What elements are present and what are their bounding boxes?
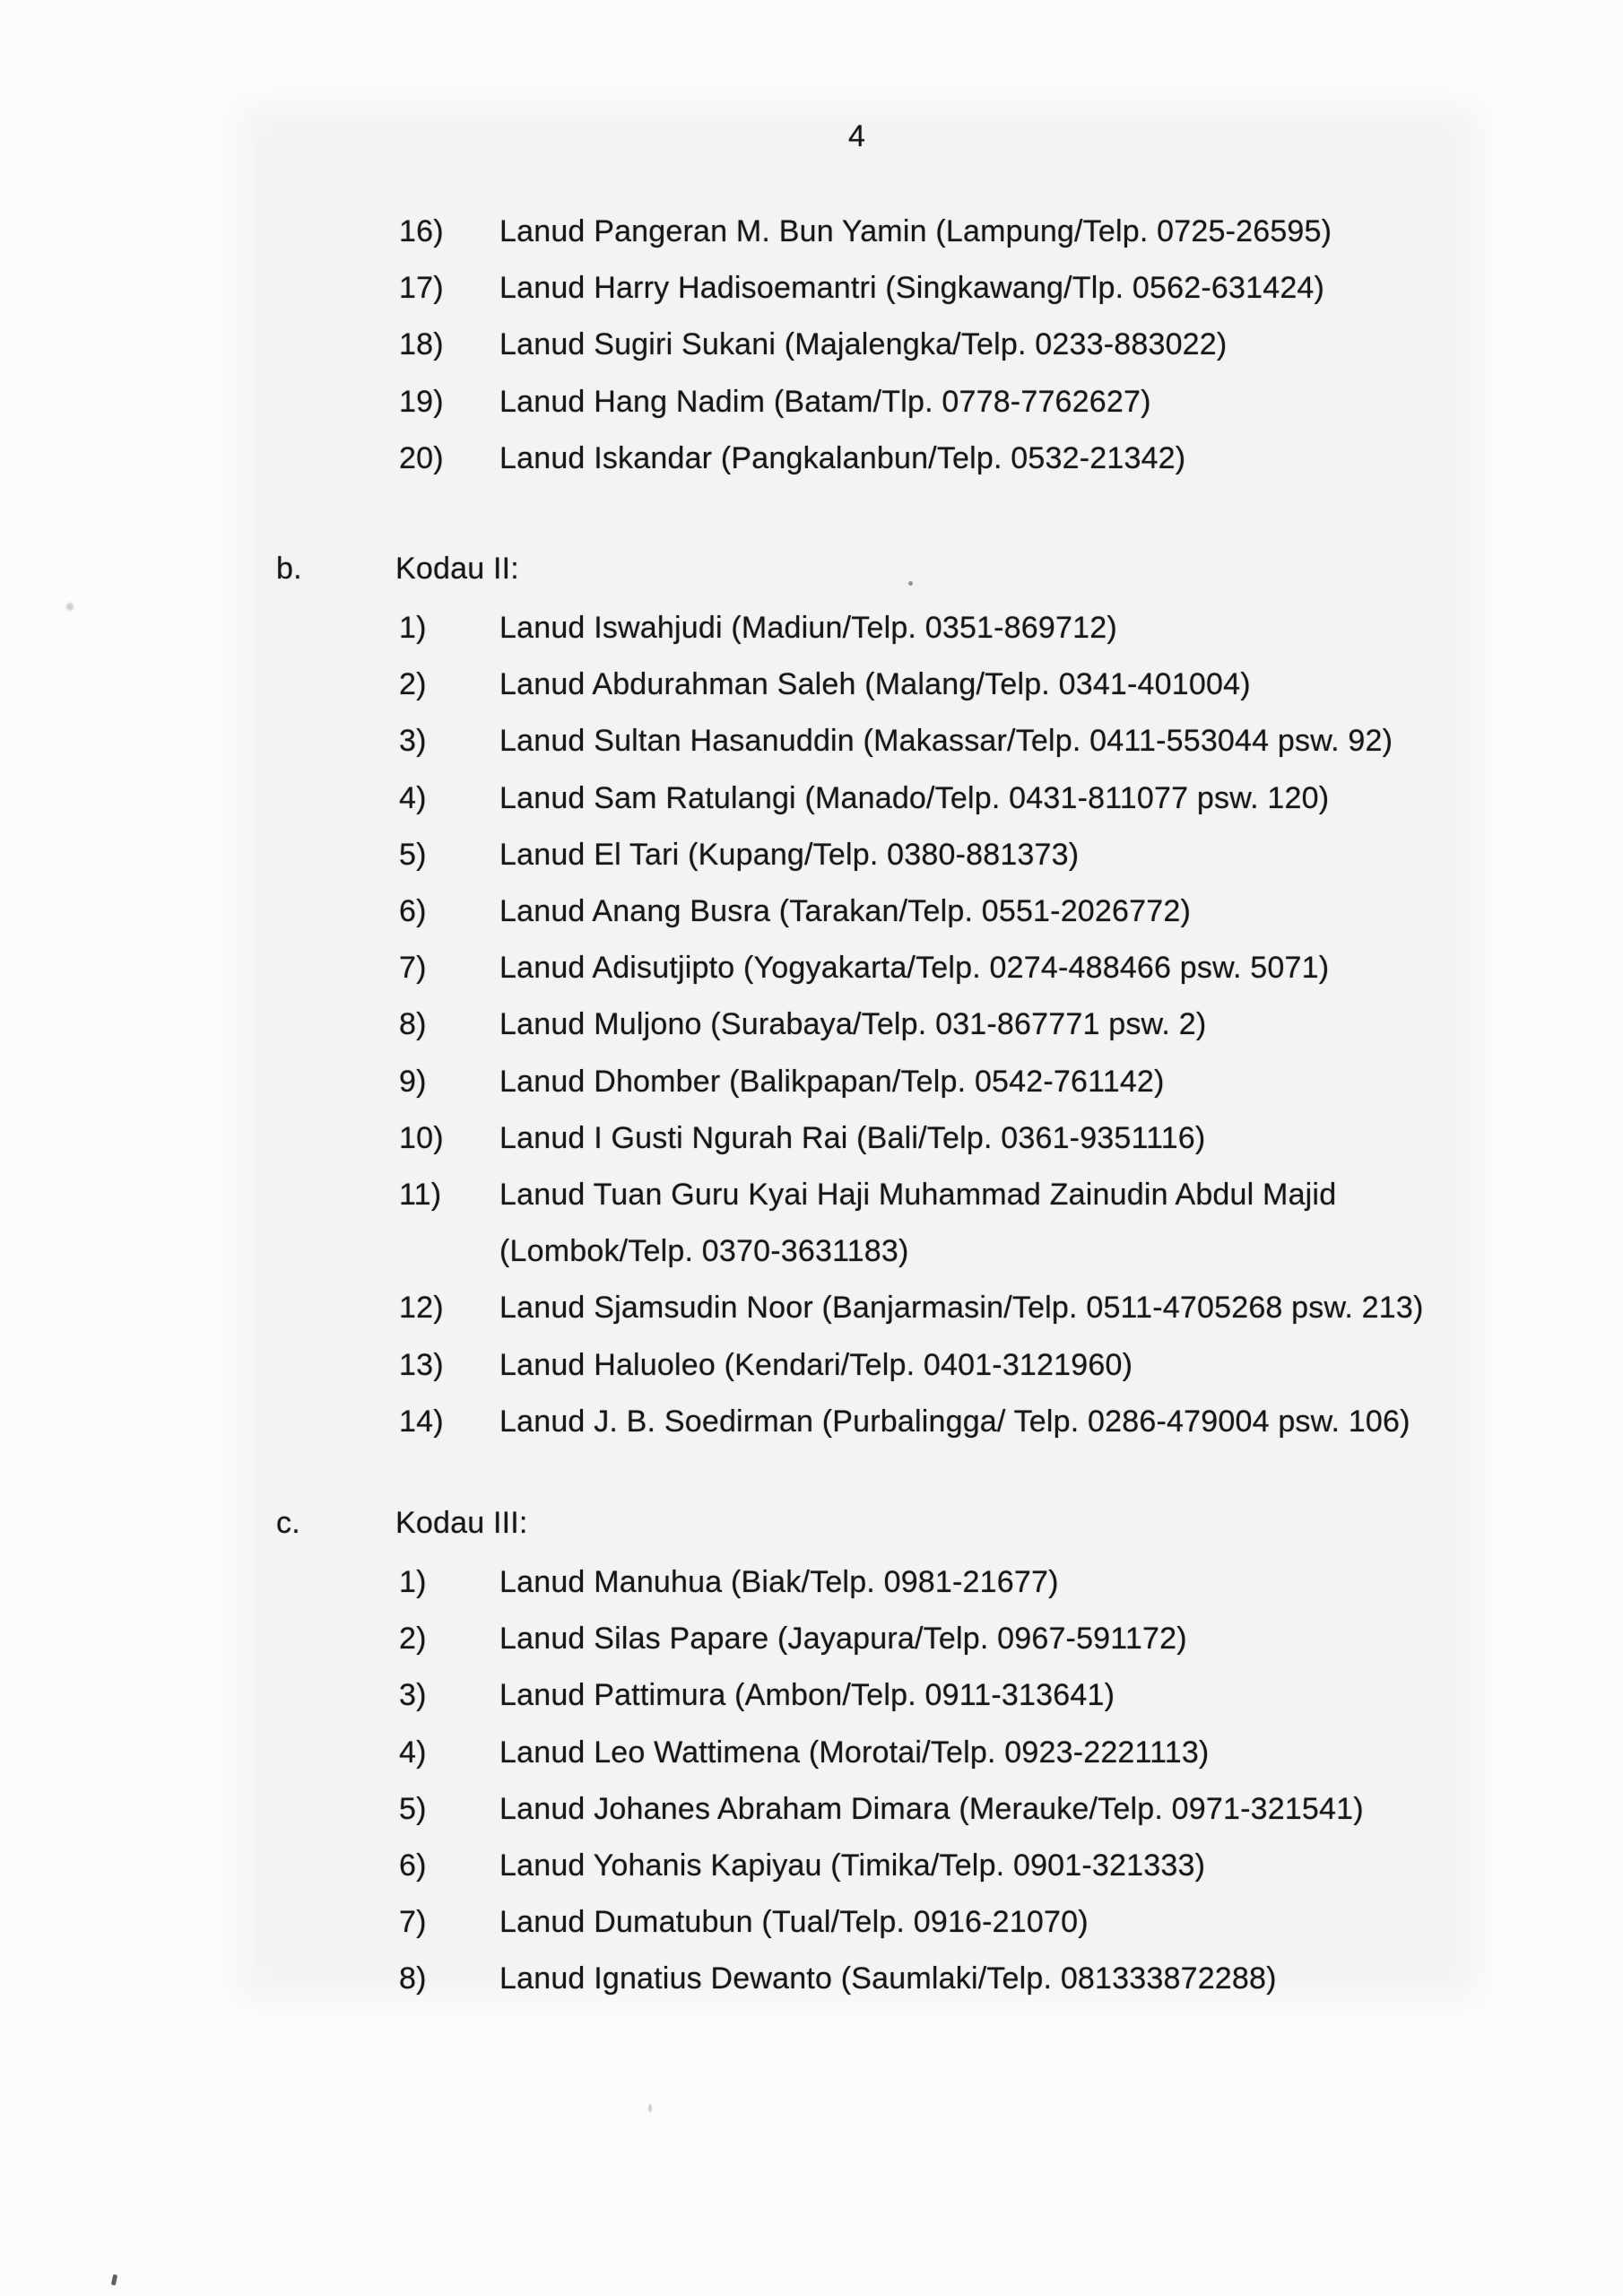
item-text: Lanud Dhomber (Balikpapan/Telp. 0542-761142) <box>499 1064 1165 1099</box>
item-text: Lanud Dumatubun (Tual/Telp. 0916-21070) <box>499 1905 1089 1940</box>
list-item-continuation <box>0 1231 1623 1271</box>
item-number: 19) <box>399 384 444 419</box>
item-number: 20) <box>399 440 444 475</box>
list-item <box>0 1675 1623 1715</box>
item-number: 4) <box>399 780 427 815</box>
item-text: Lanud Pangeran M. Bun Yamin (Lampung/Telp. 0725-26595) <box>499 214 1332 248</box>
list-item <box>0 268 1623 308</box>
item-number: 1) <box>399 1565 427 1599</box>
list-item <box>0 1619 1623 1658</box>
scan-speck <box>648 2104 652 2112</box>
list-item <box>0 382 1623 422</box>
list-item <box>0 665 1623 704</box>
item-number: 10) <box>399 1120 444 1155</box>
item-text: Lanud Leo Wattimena (Morotai/Telp. 0923-2221113) <box>499 1735 1210 1770</box>
section-heading-label: Kodau II: <box>395 552 519 586</box>
list-item <box>0 1004 1623 1044</box>
item-number: 8) <box>399 1961 427 1996</box>
list-item <box>0 1789 1623 1829</box>
item-text: Lanud Sugiri Sukani (Majalengka/Telp. 0233-883022) <box>499 327 1228 362</box>
item-text: Lanud Tuan Guru Kyai Haji Muhammad Zainudin Abdul Majid <box>499 1178 1337 1212</box>
list-item <box>0 1733 1623 1772</box>
item-text: Lanud Adisutjipto (Yogyakarta/Telp. 0274-488466 psw. 5071) <box>499 951 1330 986</box>
section-heading-row <box>0 1503 1623 1543</box>
list-item <box>0 891 1623 931</box>
list-item <box>0 778 1623 818</box>
item-text: Lanud Iswahjudi (Madiun/Telp. 0351-869712) <box>499 611 1117 645</box>
item-text: Lanud Haluoleo (Kendari/Telp. 0401-3121960) <box>499 1347 1133 1382</box>
list-item <box>0 1345 1623 1385</box>
list-item <box>0 1288 1623 1327</box>
item-text: Lanud Muljono (Surabaya/Telp. 031-867771 psw. 2) <box>499 1007 1207 1042</box>
item-number: 16) <box>399 214 444 248</box>
item-text: Lanud Sultan Hasanuddin (Makassar/Telp. 0411-553044 psw. 92) <box>499 724 1393 759</box>
list-item <box>0 1402 1623 1441</box>
item-number: 6) <box>399 1848 427 1883</box>
section-heading-row <box>0 549 1623 588</box>
item-number: 17) <box>399 271 444 306</box>
item-text: Lanud Abdurahman Saleh (Malang/Telp. 0341-401004) <box>499 667 1251 702</box>
list-item <box>0 1959 1623 1998</box>
item-text: Lanud Manuhua (Biak/Telp. 0981-21677) <box>499 1565 1059 1599</box>
section-heading-label: Kodau III: <box>395 1506 528 1540</box>
item-number: 1) <box>399 611 427 645</box>
scan-speck <box>111 2274 117 2286</box>
list-item <box>0 608 1623 648</box>
item-number: 6) <box>399 894 427 928</box>
list-item <box>0 948 1623 987</box>
item-text: Lanud El Tari (Kupang/Telp. 0380-881373) <box>499 837 1080 872</box>
item-number: 2) <box>399 1622 427 1657</box>
item-text: Lanud Iskandar (Pangkalanbun/Telp. 0532-21342) <box>499 440 1186 475</box>
item-number: 5) <box>399 837 427 872</box>
item-number: 7) <box>399 1905 427 1940</box>
list-item <box>0 835 1623 874</box>
item-text: Lanud Yohanis Kapiyau (Timika/Telp. 0901-321333) <box>499 1848 1206 1883</box>
list-item <box>0 1562 1623 1602</box>
item-text: Lanud Anang Busra (Tarakan/Telp. 0551-2026772) <box>499 894 1191 928</box>
item-text: Lanud J. B. Soedirman (Purbalingga/ Telp. 0286-479004 psw. 106) <box>499 1404 1410 1439</box>
section-letter: b. <box>276 552 302 586</box>
item-text: Lanud Hang Nadim (Batam/Tlp. 0778-7762627) <box>499 384 1151 419</box>
item-text: Lanud Johanes Abraham Dimara (Merauke/Telp. 0971-321541) <box>499 1791 1364 1826</box>
item-text: Lanud Sjamsudin Noor (Banjarmasin/Telp. 0511-4705268 psw. 213) <box>499 1291 1424 1326</box>
item-number: 3) <box>399 1678 427 1713</box>
item-number: 13) <box>399 1347 444 1382</box>
list-item <box>0 1175 1623 1214</box>
item-number: 5) <box>399 1791 427 1826</box>
item-number: 11) <box>399 1178 442 1212</box>
item-text: Lanud Ignatius Dewanto (Saumlaki/Telp. 081333872288) <box>499 1961 1277 1996</box>
list-item <box>0 325 1623 364</box>
item-text: (Lombok/Telp. 0370-3631183) <box>499 1234 909 1269</box>
section-letter: c. <box>276 1506 300 1540</box>
item-number: 9) <box>399 1064 427 1099</box>
item-number: 4) <box>399 1735 427 1770</box>
item-number: 12) <box>399 1291 444 1326</box>
item-number: 7) <box>399 951 427 986</box>
list-item <box>0 1118 1623 1158</box>
page-number: 4 <box>848 119 865 153</box>
item-number: 3) <box>399 724 427 759</box>
item-text: Lanud Silas Papare (Jayapura/Telp. 0967-591172) <box>499 1622 1187 1657</box>
list-item <box>0 721 1623 761</box>
list-item <box>0 1902 1623 1942</box>
list-item <box>0 439 1623 478</box>
item-number: 18) <box>399 327 444 362</box>
scan-speck <box>66 603 74 611</box>
list-item <box>0 1062 1623 1101</box>
item-number: 14) <box>399 1404 444 1439</box>
scan-speck <box>908 581 913 586</box>
item-text: Lanud I Gusti Ngurah Rai (Bali/Telp. 0361-9351116) <box>499 1120 1206 1155</box>
item-text: Lanud Pattimura (Ambon/Telp. 0911-313641) <box>499 1678 1115 1713</box>
item-number: 8) <box>399 1007 427 1042</box>
item-text: Lanud Sam Ratulangi (Manado/Telp. 0431-811077 psw. 120) <box>499 780 1330 815</box>
list-item <box>0 1846 1623 1885</box>
item-number: 2) <box>399 667 427 702</box>
list-item <box>0 212 1623 251</box>
item-text: Lanud Harry Hadisoemantri (Singkawang/Tlp. 0562-631424) <box>499 271 1325 306</box>
